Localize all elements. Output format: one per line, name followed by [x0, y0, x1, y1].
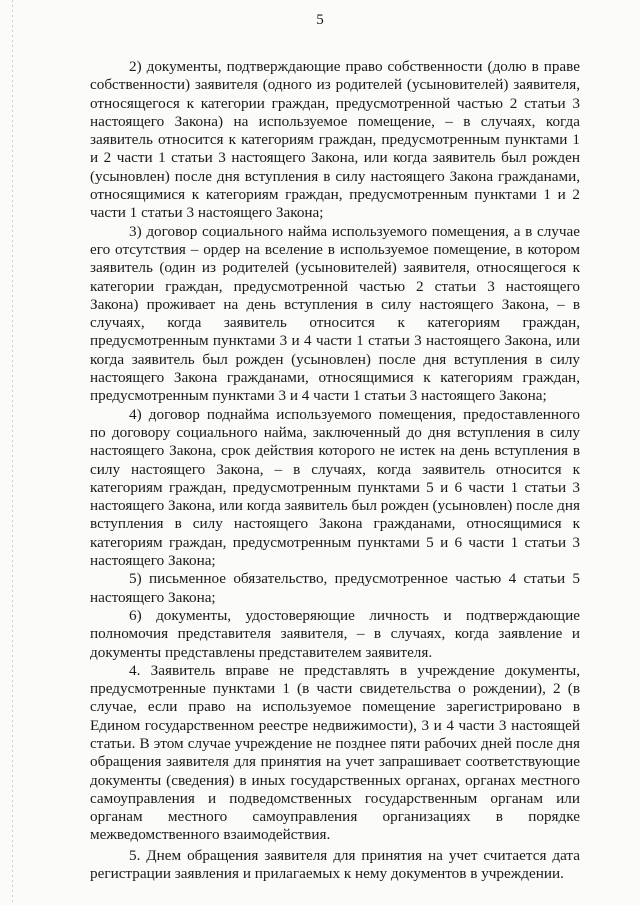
paragraph-item-4: 4) договор поднайма используемого помещения, предоставленного по договору социального найма, заключенный до дня вступления в силу настоящего Закона, срок действия которого не истек на день вступления в силу настоящего Закона, – в случаях, когда заявитель относится к категориям граждан, предусмотренным пунктами 5 и 6 части 1 статьи 3 настоящего Закона, или когда заявитель был рожден (усыновлен) после дня вступления в силу настоящего Закона гражданами, относящимися к категориям граждан, предусмотренным пунктами 5 и 6 части 1 статьи 3 настоящего Закона; — [90, 405, 580, 570]
paragraph-item-3: 3) договор социального найма используемого помещения, а в случае его отсутствия – ордер на вселение в используемое помещение, в котором заявитель (один из родителей (усыновителей) заявителя, относящегося к категории граждан, предусмотренной частью 2 статьи 3 настоящего Закона) проживает на день вступления в силу настоящего Закона, – в случаях, когда заявитель относится к категориям граждан, предусмотренным пунктами 3 и 4 части 1 статьи 3 настоящего Закона, или когда заявитель был рожден (усыновлен) после дня вступления в силу настоящего Закона гражданами, относящимися к категориям граждан, предусмотренным пунктами 3 и 4 части 1 статьи 3 настоящего Закона; — [90, 222, 580, 405]
scan-edge-line — [12, 0, 13, 905]
document-body — [90, 58, 580, 883]
paragraph-item-5: 5) письменное обязательство, предусмотренное частью 4 статьи 5 настоящего Закона; — [90, 570, 580, 606]
paragraph-item-2: 2) документы, подтверждающие право собственности (долю в праве собственности) заявителя (одного из родителей (усыновителей) заявителя, относящегося к категории граждан, предусмотренной частью 2 статьи 3 настоящего Закона) на используемое помещение, – в случаях, когда заявитель относится к категориям граждан, предусмотренным пунктами 1 и 2 части 1 статьи 3 настоящего Закона, или когда заявитель был рожден (усыновлен) после дня вступления в силу настоящего Закона гражданами, относящимися к категориям граждан, предусмотренным пунктами 1 и 2 части 1 статьи 3 настоящего Закона; — [90, 58, 580, 222]
paragraph-item-6: 6) документы, удостоверяющие личность и подтверждающие полномочия представителя заявителя, – в случаях, когда заявление и документы представлены представителем заявителя. — [90, 606, 580, 661]
paragraph-part-4: 4. Заявитель вправе не представлять в учреждение документы, предусмотренные пунктами 1 (в части свидетельства о рождении), 2 (в случае, если право на используемое помещение зарегистрировано в Едином государственном реестре недвижимости), 3 и 4 части 3 настоящей статьи. В этом случае учреждение не позднее пяти рабочих дней после дня обращения заявителя для принятия на учет запрашивает соответствующие документы (сведения) в иных государственных органах, органах местного самоуправления и подведомственных государственным органам или органам местного самоуправления организациях в порядке межведомственного взаимодействия. — [90, 661, 580, 844]
paragraph-part-5: 5. Днем обращения заявителя для принятия на учет считается дата регистрации заявления и прилагаемых к нему документов в учреждении. — [90, 846, 580, 883]
page-number: 5 — [316, 12, 324, 28]
